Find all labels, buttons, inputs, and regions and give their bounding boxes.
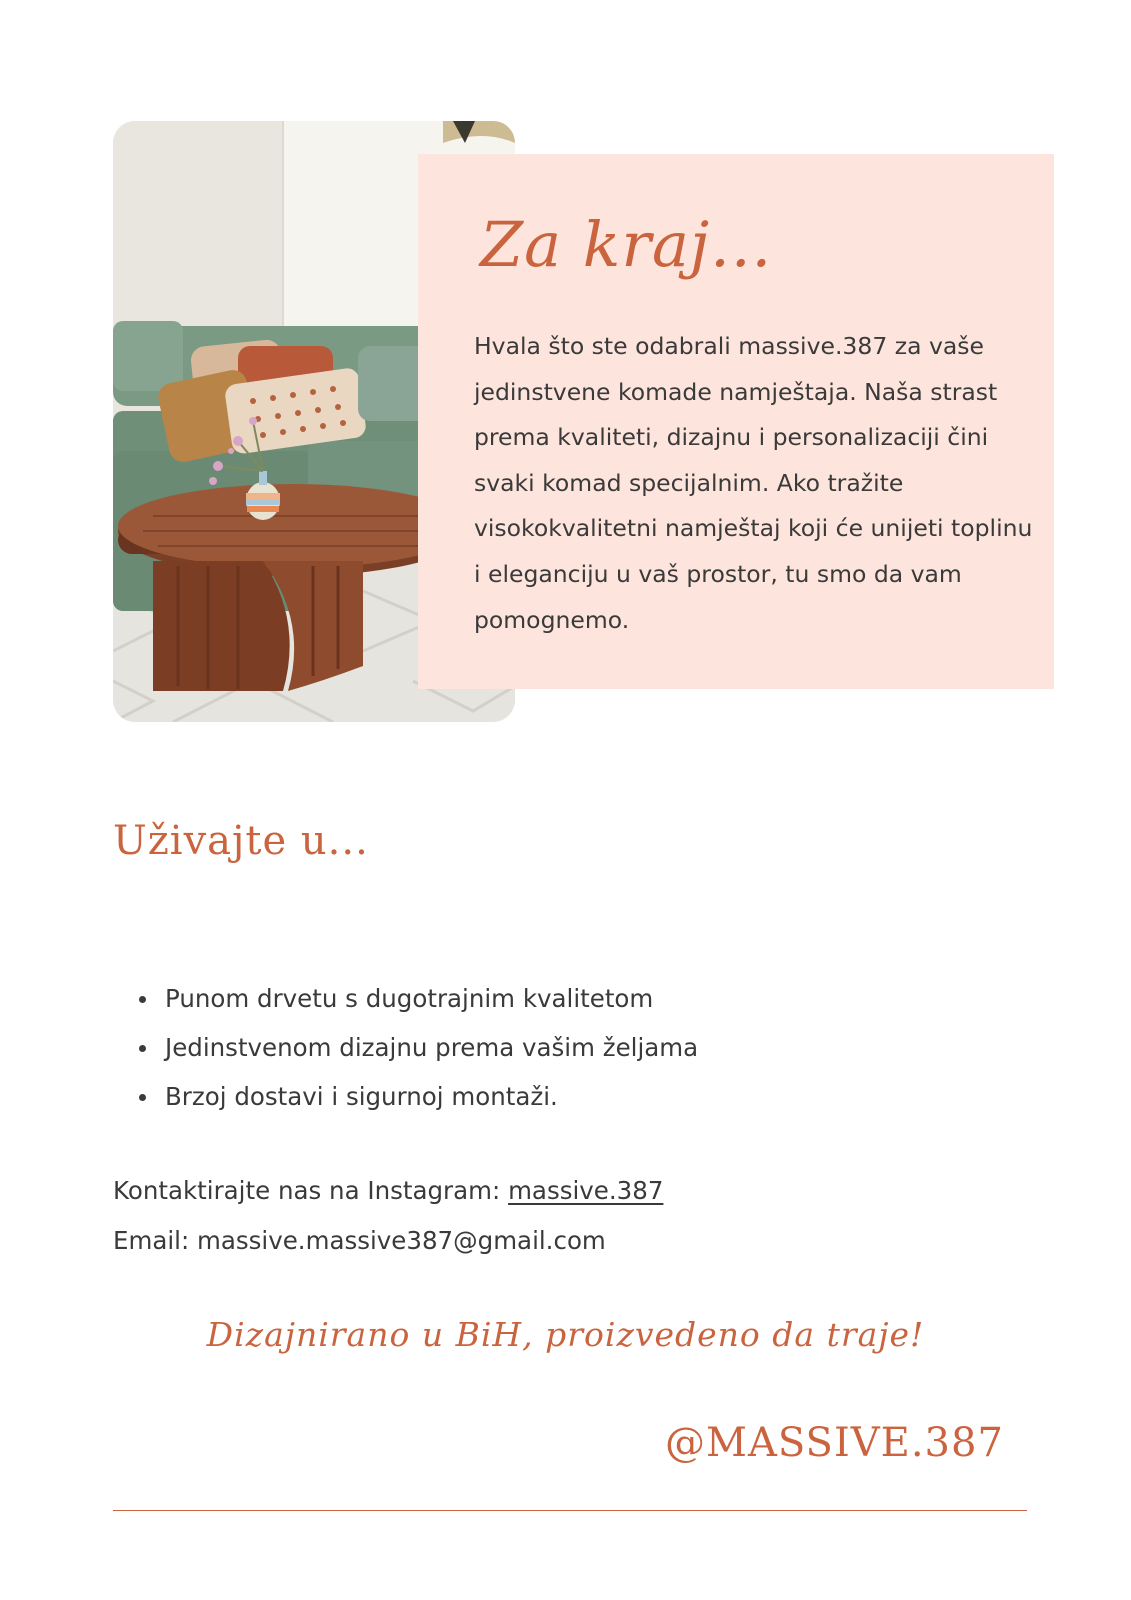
divider — [113, 1510, 1027, 1511]
benefit-item: Punom drvetu s dugotrajnim kvalitetom — [137, 974, 698, 1023]
card-body-text: Hvala što ste odabrali massive.387 za vaše jedinstvene komade namještaja. Naša strast prema kvaliteti, dizajnu i personalizaciji čini svaki komad specijalnim. Ako tražite visokokvalitetni namještaj koji će unijeti toplinu i eleganciju u vaš prostor, tu smo da vam pomognemo. — [474, 332, 1033, 634]
instagram-line — [113, 1166, 663, 1216]
email-line: Email: massive.massive387@gmail.com — [113, 1226, 606, 1255]
brand-handle: @MASSIVE.387 — [665, 1420, 1004, 1466]
closing-card — [418, 154, 1054, 689]
card-title: Za kraj... — [480, 208, 773, 281]
enjoy-heading: Uživajte u... — [113, 818, 369, 864]
contact-block — [113, 1166, 663, 1266]
benefit-item: Jedinstvenom dizajnu prema vašim željama — [137, 1023, 698, 1072]
tagline: Dizajnirano u BiH, proizvedeno da traje! — [206, 1315, 925, 1354]
instagram-link[interactable]: massive.387 — [508, 1176, 664, 1205]
benefits-list — [137, 974, 698, 1121]
benefit-item: Brzoj dostavi i sigurnoj montaži. — [137, 1072, 698, 1121]
instagram-label: Kontaktirajte nas na Instagram: — [113, 1176, 509, 1205]
